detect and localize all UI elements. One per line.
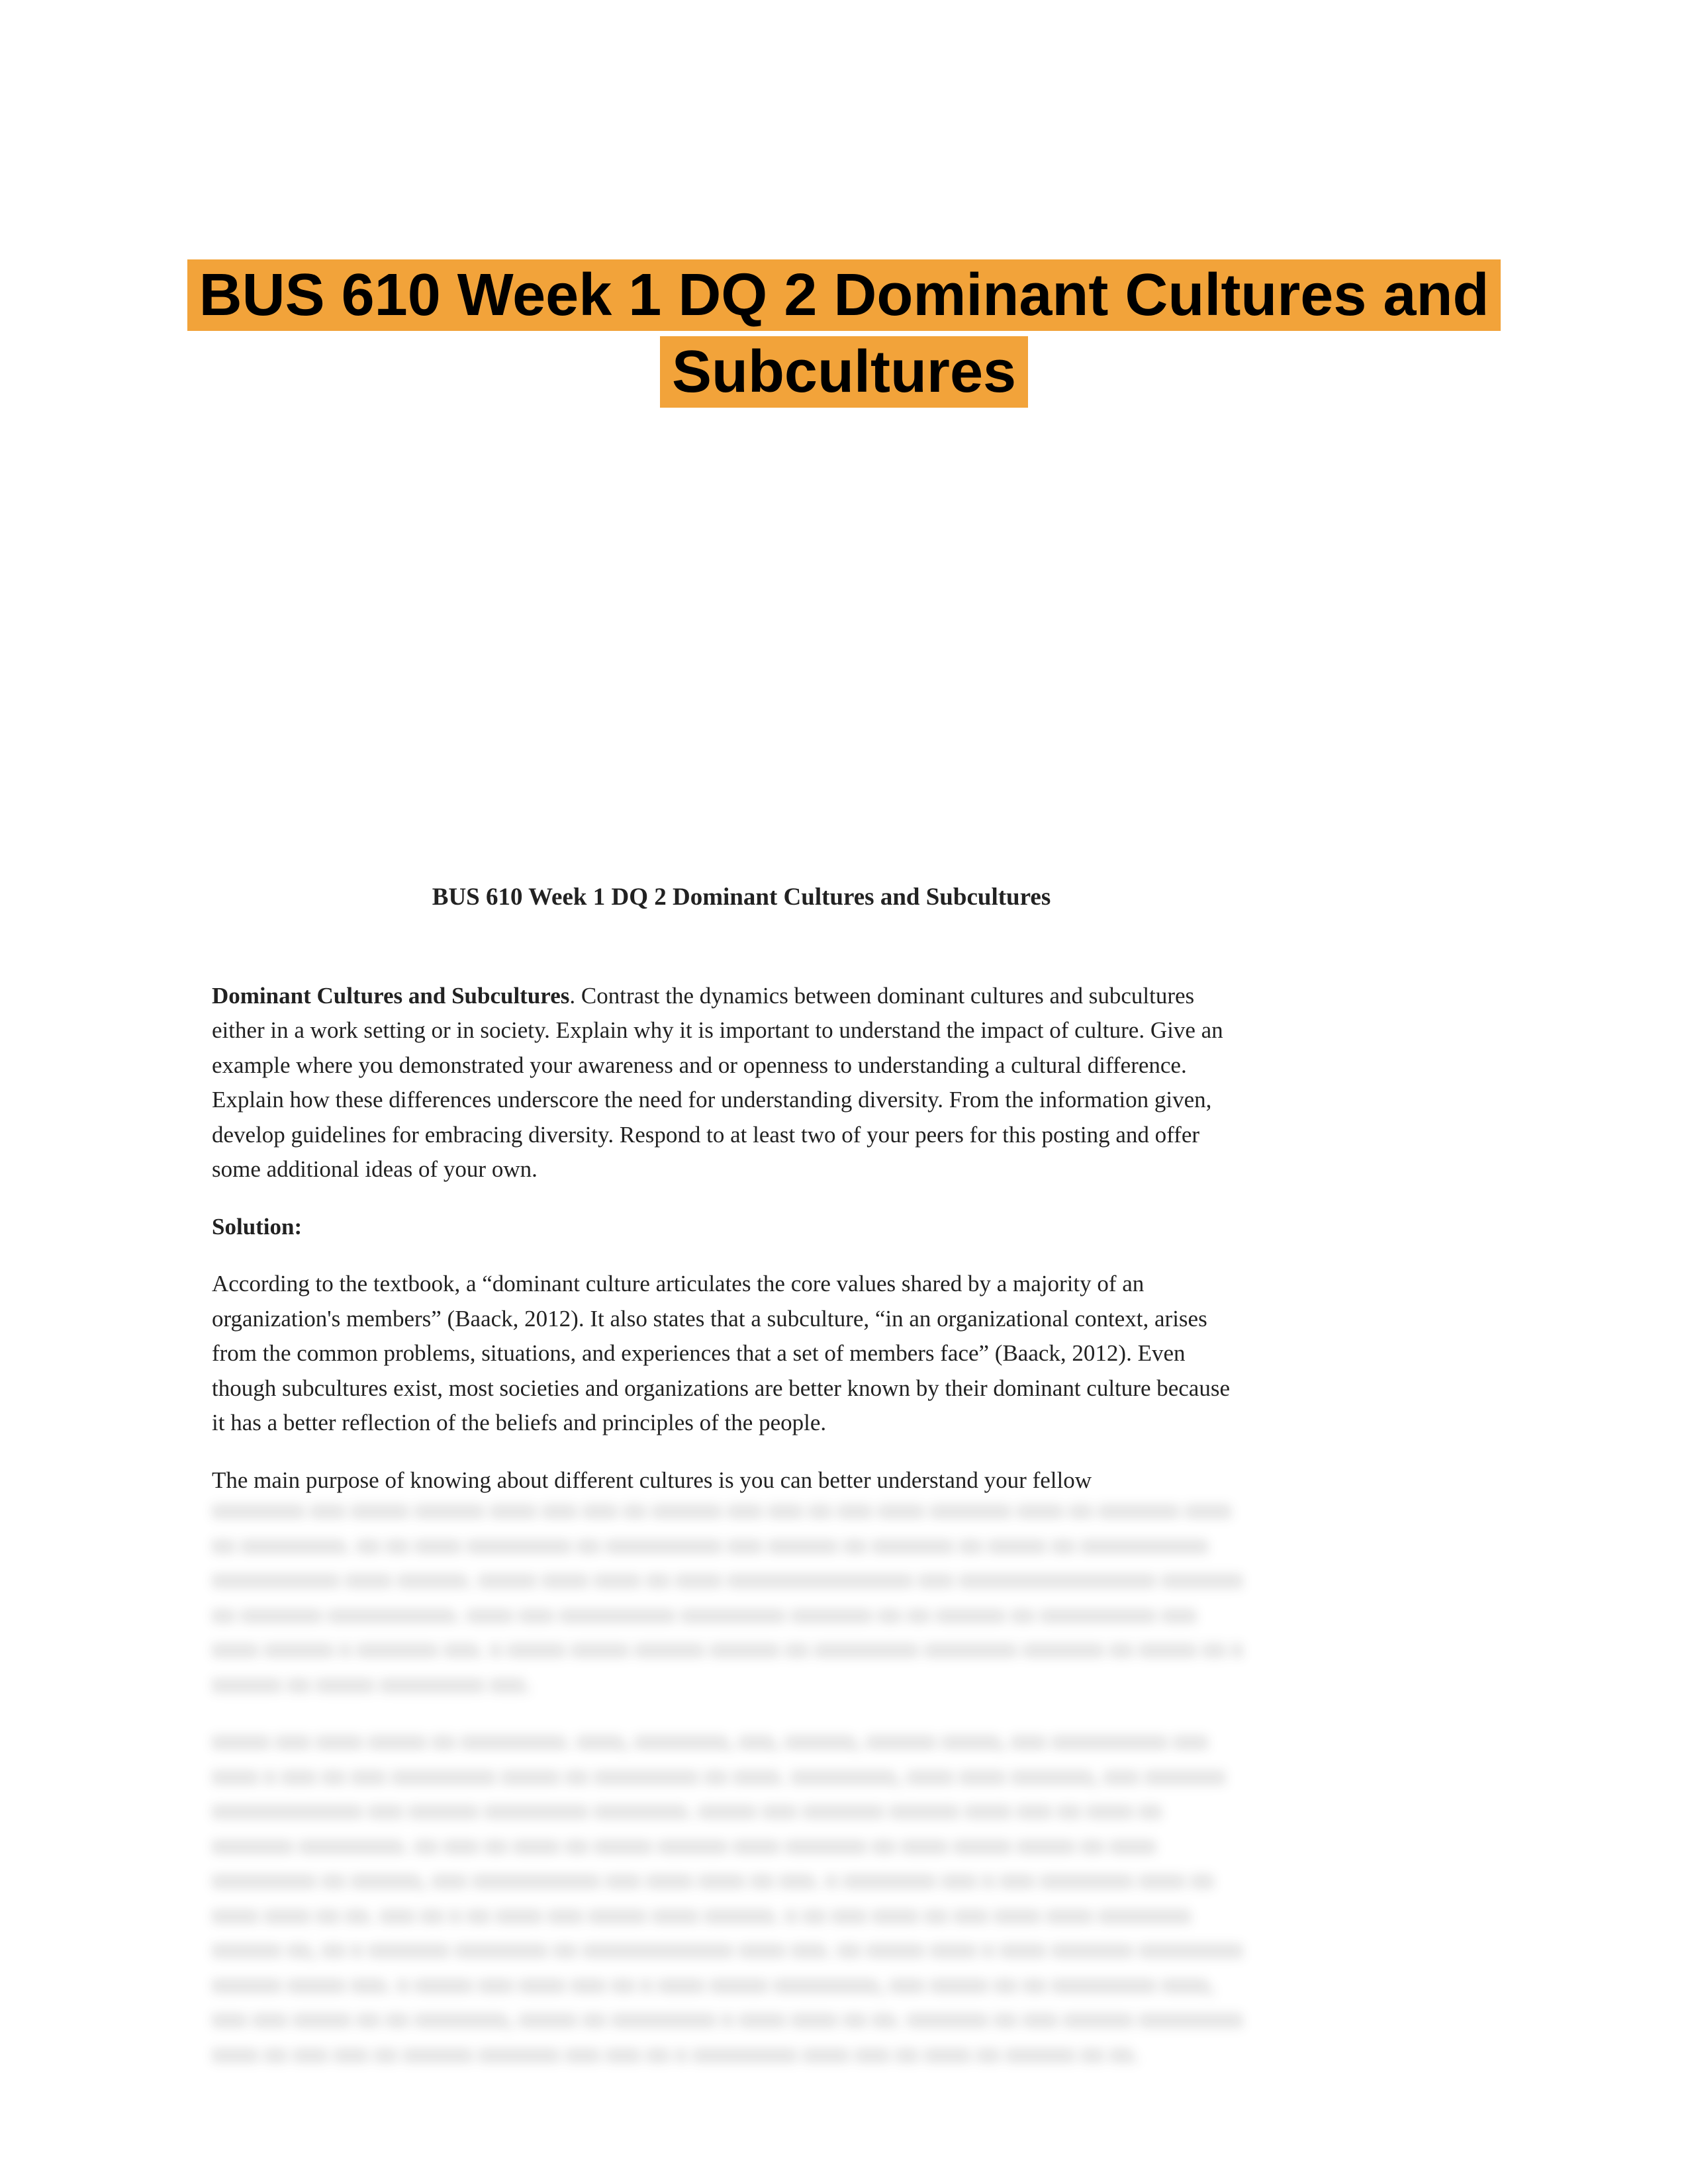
prompt-paragraph bbox=[212, 979, 1244, 1187]
page-title-line-1: BUS 610 Week 1 DQ 2 Dominant Cultures and bbox=[187, 259, 1501, 331]
prompt-text: . Contrast the dynamics between dominant cultures and subcultures either in a work setting or in society. Explain why it is important to understand the impact of culture. Give an example where you demonstrated your awareness and or openness to understanding a cultural difference. Explain how these differences underscore the need for understanding diversity. From the information given, develop guidelines for embracing diversity. Respond to at least two of your peers for this posting and offer some additional ideas of your own. bbox=[212, 982, 1223, 1182]
document-heading: BUS 610 Week 1 DQ 2 Dominant Cultures and Subcultures bbox=[432, 884, 1051, 911]
page-title-line-2: Subcultures bbox=[660, 336, 1028, 408]
solution-paragraph-2-start: The main purpose of knowing about different cultures is you can better understand your fellow bbox=[212, 1467, 1092, 1493]
prompt-label: Dominant Cultures and Subcultures bbox=[212, 982, 570, 1009]
document-preview bbox=[212, 880, 1244, 2093]
page-title bbox=[0, 257, 1688, 410]
solution-label: Solution: bbox=[212, 1213, 303, 1240]
solution-paragraph-1: According to the textbook, a “dominant culture articulates the core values shared by a majority of an organization's members” (Baack, 2012). It also states that a subculture, “in an organizational context, arises from the common problems, situations, and experiences that a set of members face” (Baack, 2012). Even though subcultures exist, most societies and organizations are better known by their dominant culture because it has a better reflection of the beliefs and principles of the people. bbox=[212, 1271, 1230, 1435]
blurred-preview-text: xxxxxxxx xxx xxxxx xxxxxx xxxx xxx xxx xx xxxxxx xxx xxx xx xxx xxxx xxxxxxx xxxx xx xxxxxxx xxxx xx xxxxxxxxx. xx xx xxxx xxxxxxxxx xx xxxxxxxxxx xxx xxxxxx xx xxxxxxx xx xxxxx xx xxxxxxxxxxx xxxxxxxxxxx xxxx xxxxxx. xxxxx xxxx xxxx xx xxxx xxxxxxxxxxxxxxxx xxx xxxxxxxxxxxxxxxxx xxxxxxx xx xxxxxxx xxxxxxxxxxx. xxxx xxx xxxxxxxxxx xxxxxxxxx xxxxxxx xx xx xxxxxx xx xxxxxxxxxx xxx xxxx xxxxxx x xxxxxxx xxx. x xxxxx xxxxx xxxxxx xxxxxx xx xxxxxxxxx xxxxxxxx xxxxxxx xx xxxxx xx x xxxxxx xx xxxxx xxxxxxxxx xxx. xxxxx xxx xxxx xxxxx xx xxxxxxxxx. xxxx, xxxxxxxx, xxx, xxxxxx, xxxxxx xxxxx, xxx xxxxxxxxxx xxx xxxx x xxx xx xxx xxxxxxxxx xxxxx xx xxxxxxxxx xx xxxx. xxxxxxxxx, xxxx xxxx xxxxxxx, xxx xxxxxxx xxxxxxxxxxxxx xxx xxxxxx xxxxxxxxx xxxxxxxx. xxxxx xxx xxxxxxx xxxxxx xxxx xxx xx xxxx xx xxxxxxx xxxxxxxxx. xx xxx xx xxxx xx xxxxx xxxxxx xxxx xxxxxxx xx xxxx xxxxx xxxxx xx xxxx xxxxxxxxx xx xxxxxx, xxx xxxxxxxxxxx xxx xxxx xxxx xx xxx. x xxxxxxxx xxx x xxx xxxxxxxx xxxx xx xxxx xxxx xx xx. xxx xx x xx xxxx xxx xxxxx xxxx xxxxxx. x xx xxx xxxx xx xxx xxxx xxxx xxxxxxxx xxxxxx xx, xx x xxxxxxx xxxxxxxx xx xxxxxxxxxxxxx xxxx xxx. xx xxxxx xxxx x xxxx xxxxxxx xxxxxxxxx xxxxxx xxxxx xxx. x xxxxx xxx xxxx xxx xx x xxxx xxxxx xxxxxxxxx, xxx xxxxx xx xx xxxxxxxxx xxxx, xxx xxx xxxxx xx xx xxxxxxxx, xxxxx xx xxxxxxxxx x xxxx xxxx xx xx. xxxxxxx xx xxx xxxxxx xxxxxxxxx xxxx xx xxx xxx xx xxxxxx xxxxxxx xxx xxx xx x xxxxxxxxx xxxx xxx xx xxxx xx xxxxxx xx xx. bbox=[212, 1496, 1243, 2066]
